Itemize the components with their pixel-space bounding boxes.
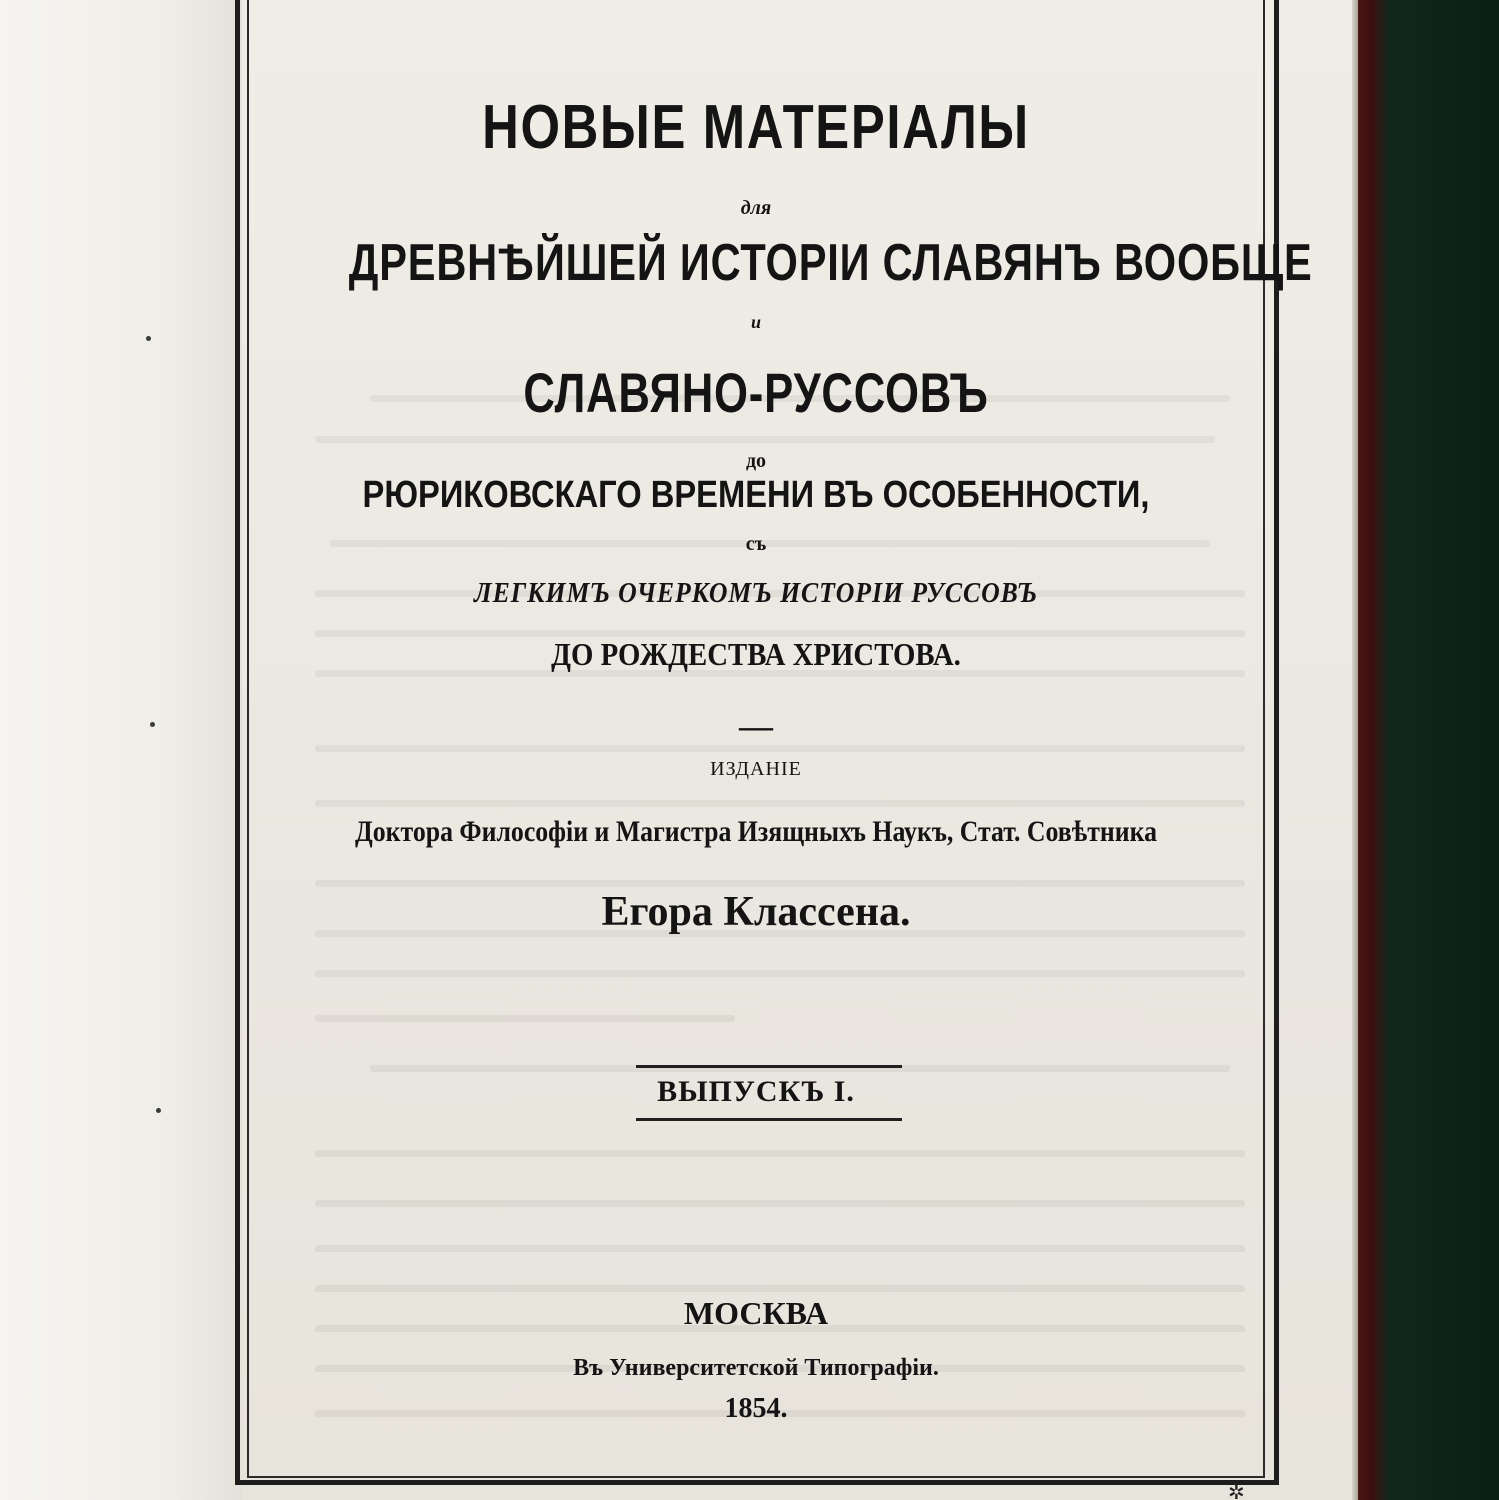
edition-label: ИЗДАНІЕ [710, 758, 802, 780]
connector-do: до [745, 450, 767, 472]
subtitle-line-2: СЛАВЯНО-РУССОВЪ [523, 361, 989, 424]
connector-s: съ [745, 533, 767, 555]
main-title: НОВЫЕ МАТЕРІАЛЫ [482, 93, 1030, 162]
subtitle-line-4: ЛЕГКИМЪ ОЧЕРКОМЪ ИСТОРІИ РУССОВЪ [473, 578, 1039, 609]
margin-mark [156, 1108, 161, 1113]
author-titles: Доктора Философіи и Магистра Изящныхъ Наукъ, Стат. Совѣтника [354, 815, 1158, 848]
separator-dash: — [739, 708, 773, 745]
margin-mark [150, 722, 155, 727]
connector-i: и [750, 312, 761, 332]
corner-ornament-icon: ✲ [1228, 1480, 1245, 1500]
subtitle-line-1: ДРЕВНѢЙШЕЙ ИСТОРІИ СЛАВЯНЪ ВООБЩЕ [348, 234, 1313, 292]
issue-rule-top [636, 1065, 902, 1068]
author-name: Егора Классена. [601, 889, 911, 935]
issue-rule-bottom [636, 1118, 902, 1121]
city: МОСКВА [683, 1295, 829, 1331]
printer: Въ Университетской Типографіи. [573, 1355, 939, 1381]
issue-number: ВЫПУСКЪ I. [657, 1075, 855, 1108]
book-binding [1358, 0, 1499, 1500]
margin-mark [146, 336, 151, 341]
subtitle-line-3: РЮРИКОВСКАГО ВРЕМЕНИ ВЪ ОСОБЕННОСТИ, [362, 474, 1150, 516]
connector-dlya: для [740, 197, 772, 219]
year: 1854. [724, 1393, 788, 1424]
subtitle-line-5: ДО РОЖДЕСТВА ХРИСТОВА. [551, 636, 961, 672]
left-facing-page [0, 0, 242, 1500]
